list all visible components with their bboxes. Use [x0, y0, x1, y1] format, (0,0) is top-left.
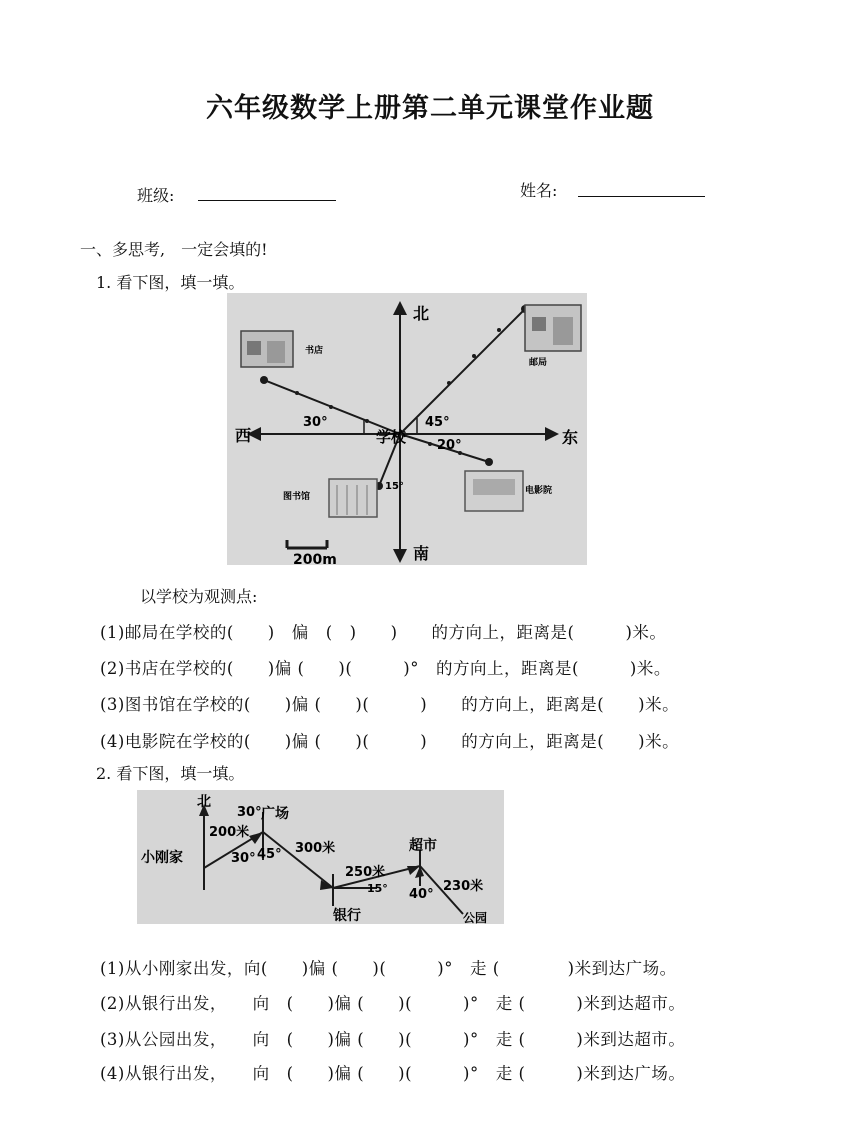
park-label: 公园 — [463, 911, 488, 924]
west-label: 西 — [235, 426, 252, 445]
question-1-prompt: 1. 看下图，填一填。 — [96, 273, 245, 292]
class-label: 班级: — [137, 186, 175, 205]
angle-30-label: 30° — [231, 851, 256, 866]
compass-diagram — [227, 293, 587, 565]
angle-15-label: 15° — [367, 882, 388, 895]
angle-45-label: 45° — [425, 415, 450, 430]
post-office-label: 邮局 — [529, 358, 548, 368]
q2-line-1: (1)从小刚家出发，向( )偏 ( )( )° 走 ( )米到达广场。 — [100, 959, 677, 978]
observe-note: 以学校为观测点: — [140, 587, 258, 606]
page-title: 六年级数学上册第二单元课堂作业题 — [206, 93, 654, 124]
name-label: 姓名: — [520, 181, 558, 200]
q2-line-4: (4)从银行出发， 向 ( )偏 ( )( )° 走 ( )米到达广场。 — [100, 1064, 686, 1083]
route-figure — [137, 790, 504, 924]
south-label: 南 — [413, 544, 430, 563]
dist-200-label: 200米 — [209, 825, 250, 840]
question-2-prompt: 2. 看下图，填一填。 — [96, 764, 245, 783]
library-icon — [329, 479, 377, 517]
cinema-icon — [465, 471, 523, 511]
angle-15-label: 15° — [385, 481, 404, 492]
library-label: 图书馆 — [283, 492, 311, 502]
cinema-label: 电影院 — [525, 486, 553, 496]
home-label: 小刚家 — [141, 850, 183, 866]
scale-label: 200m — [293, 552, 337, 565]
q1-line-3: (3)图书馆在学校的( )偏 ( )( ) 的方向上，距离是( )米。 — [100, 695, 680, 714]
east-label: 东 — [562, 428, 579, 447]
q1-line-1: (1)邮局在学校的( ) 偏 ( ) ) 的方向上，距离是( )米。 — [100, 623, 667, 642]
angle-30-top-label: 30° — [237, 805, 262, 820]
angle-30-label: 30° — [303, 415, 328, 430]
q1-line-4: (4)电影院在学校的( )偏 ( )( ) 的方向上，距离是( )米。 — [100, 732, 680, 751]
north-label: 北 — [413, 304, 430, 323]
bookstore-icon — [241, 331, 293, 367]
route-diagram — [137, 790, 504, 924]
q2-line-2: (2)从银行出发， 向 ( )偏 ( )( )° 走 ( )米到达超市。 — [100, 994, 686, 1013]
angle-20-label: 20° — [437, 438, 462, 453]
dist-300-label: 300米 — [295, 841, 336, 856]
q1-line-2: (2)书店在学校的( )偏 ( )( )° 的方向上，距离是( )米。 — [100, 659, 671, 678]
school-label: 学校 — [376, 428, 407, 446]
q2-line-3: (3)从公园出发， 向 ( )偏 ( )( )° 走 ( )米到达超市。 — [100, 1030, 686, 1049]
fig2-north-label: 北 — [197, 794, 211, 810]
name-field[interactable] — [578, 176, 705, 197]
post-office-icon — [525, 305, 581, 351]
class-field[interactable] — [198, 180, 336, 201]
compass-figure — [227, 293, 587, 565]
section-heading: 一、多思考, 一定会填的! — [80, 240, 268, 259]
bookstore-label: 书店 — [305, 346, 324, 356]
dist-250-label: 250米 — [345, 865, 386, 880]
angle-40-label: 40° — [409, 887, 434, 902]
bank-label: 银行 — [333, 908, 361, 924]
market-label: 超市 — [409, 838, 437, 854]
angle-45-label: 45° — [257, 847, 282, 862]
dist-230-label: 230米 — [443, 879, 484, 894]
square-label: 广场 — [261, 806, 289, 822]
